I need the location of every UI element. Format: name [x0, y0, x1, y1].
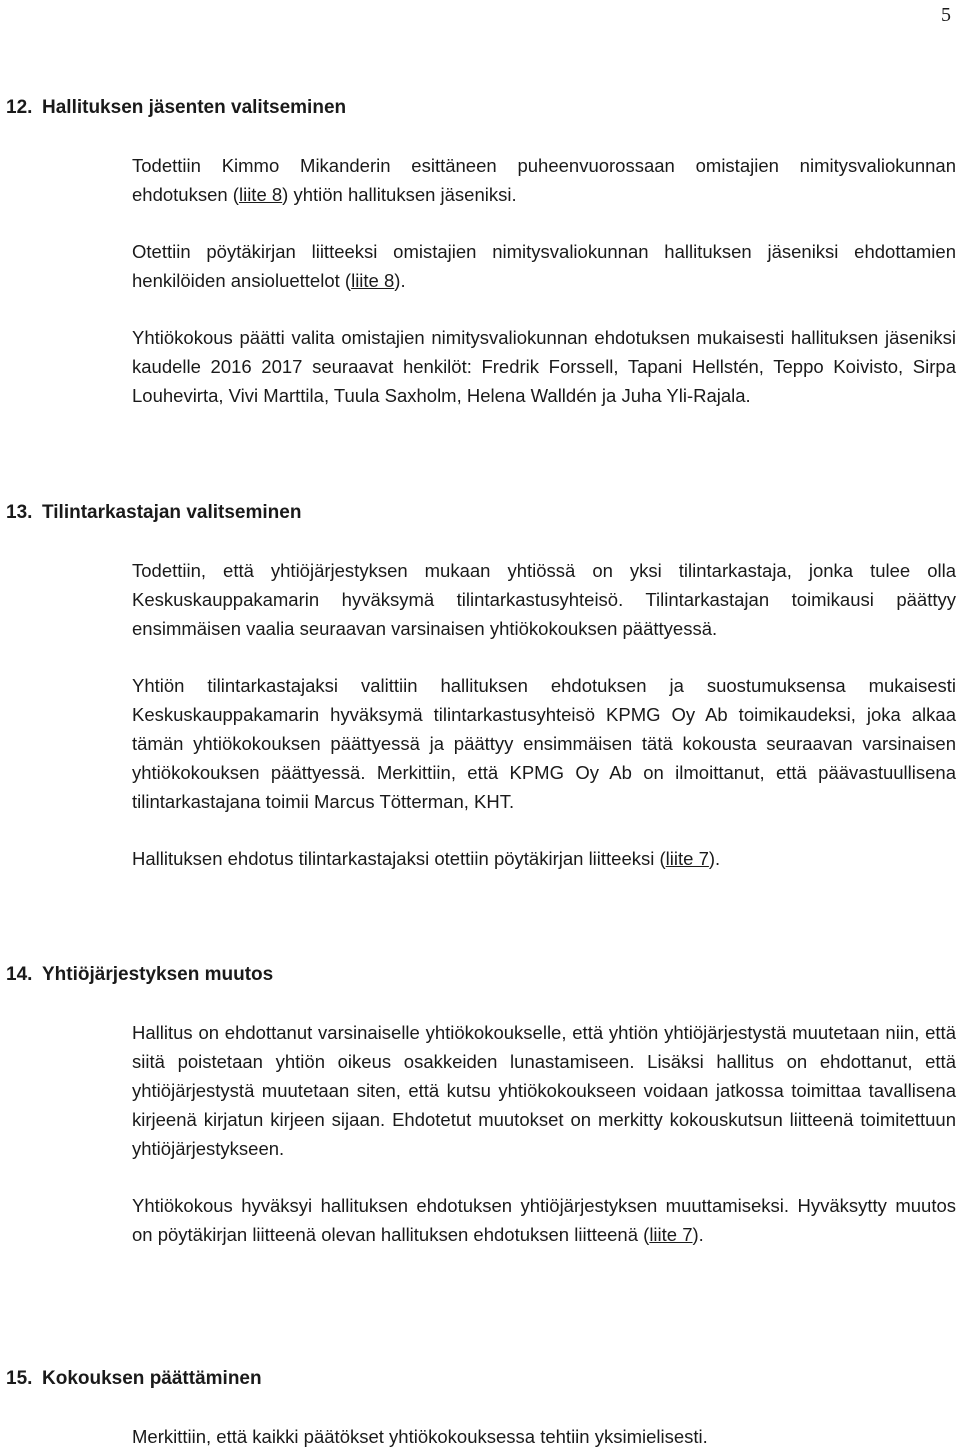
attachment-link[interactable]: liite 7 [649, 1224, 693, 1245]
section-title: Tilintarkastajan valitseminen [42, 502, 302, 523]
section-number: 14. [6, 964, 33, 985]
section-heading [6, 1367, 956, 1391]
paragraph: Todettiin, että yhtiöjärjestyksen mukaan yhtiössä on yksi tilintarkastaja, jonka tulee olla Keskuskauppakamarin hyväksymä tilintarkastusyhteisö. Tilintarkastajan toimikausi päättyy ensimmäisen vaalia seuraavan varsinaisen yhtiökokouksen päättyessä. [132, 560, 956, 639]
attachment-link[interactable]: liite 8 [238, 184, 283, 205]
section-15 [6, 1367, 956, 1451]
attachment-link[interactable]: liite 8 [351, 270, 395, 291]
section-number: 12. [6, 97, 33, 118]
paragraph: Merkittiin, että kaikki päätökset yhtiökokouksessa tehtiin yksimielisesti. [132, 1426, 708, 1447]
section-title: Kokouksen päättäminen [42, 1368, 262, 1389]
paragraph: Hallitus on ehdottanut varsinaiselle yhtiökokoukselle, että yhtiön yhtiöjärjestystä muutetaan niin, että siitä poistetaan yhtiön oikeus osakkeiden lunastamiseen. Lisäksi hallitus on ehdottanut, että yhtiöjärjestystä muutetaan siten, että kutsu yhtiökokoukseen voidaan jatkossa toimittaa tavallisena kirjeenä kirjatun kirjeen sijaan. Ehdotetut muutokset on merkitty kokouskutsun liitteenä toimitettuun yhtiöjärjestykseen. [132, 1022, 956, 1159]
attachment-link[interactable]: liite 7 [665, 848, 709, 869]
paragraph: Yhtiökokous hyväksyi hallituksen ehdotuksen yhtiöjärjestyksen muuttamiseksi. Hyväksytty muutos on pöytäkirjan liitteenä olevan hallituksen ehdotuksen liitteenä (liite 7). [132, 1195, 956, 1245]
paragraph: Hallituksen ehdotus tilintarkastajaksi otettiin pöytäkirjan liitteeksi (liite 7). [132, 848, 721, 869]
section-13 [6, 501, 956, 873]
section-title: Hallituksen jäsenten valitseminen [42, 97, 347, 118]
paragraph: Todettiin Kimmo Mikanderin esittäneen puheenvuorossaan omistajien nimitysvaliokunnan ehdotuksen (liite 8) yhtiön hallituksen jäseniksi. [132, 155, 956, 205]
section-heading [6, 963, 956, 987]
section-number: 15. [6, 1368, 33, 1389]
section-12 [6, 96, 956, 410]
section-heading [6, 501, 956, 525]
page-number: 5 [941, 4, 951, 26]
paragraph: Yhtiökokous päätti valita omistajien nimitysvaliokunnan ehdotuksen mukaisesti hallituksen jäseniksi kaudelle 2016 2017 seuraavat henkilöt: Fredrik Forssell, Tapani Hellstén, Teppo Koivisto, Sirpa Louhevirta, Vivi Marttila, Tuula Saxholm, Helena Walldén ja Juha Yli-Rajala. [132, 327, 956, 406]
paragraph: Otettiin pöytäkirjan liitteeksi omistajien nimitysvaliokunnan hallituksen jäseniksi ehdottamien henkilöiden ansioluettelot (liite 8). [132, 241, 956, 291]
paragraph: Yhtiön tilintarkastajaksi valittiin hallituksen ehdotuksen ja suostumuksensa mukaisesti Keskuskauppakamarin hyväksymä tilintarkastusyhteisö KPMG Oy Ab toimikaudeksi, joka alkaa tämän yhtiökokouksen päättyessä ja päättyy ensimmäisen tätä kokousta seuraavan varsinaisen yhtiökokouksen päättyessä. Merkittiin, että KPMG Oy Ab on ilmoittanut, että päävastuullisena tilintarkastajana toimii Marcus Tötterman, KHT. [132, 675, 956, 812]
section-title: Yhtiöjärjestyksen muutos [42, 964, 274, 985]
section-number: 13. [6, 502, 33, 523]
section-heading [6, 96, 956, 120]
section-14 [6, 963, 956, 1249]
